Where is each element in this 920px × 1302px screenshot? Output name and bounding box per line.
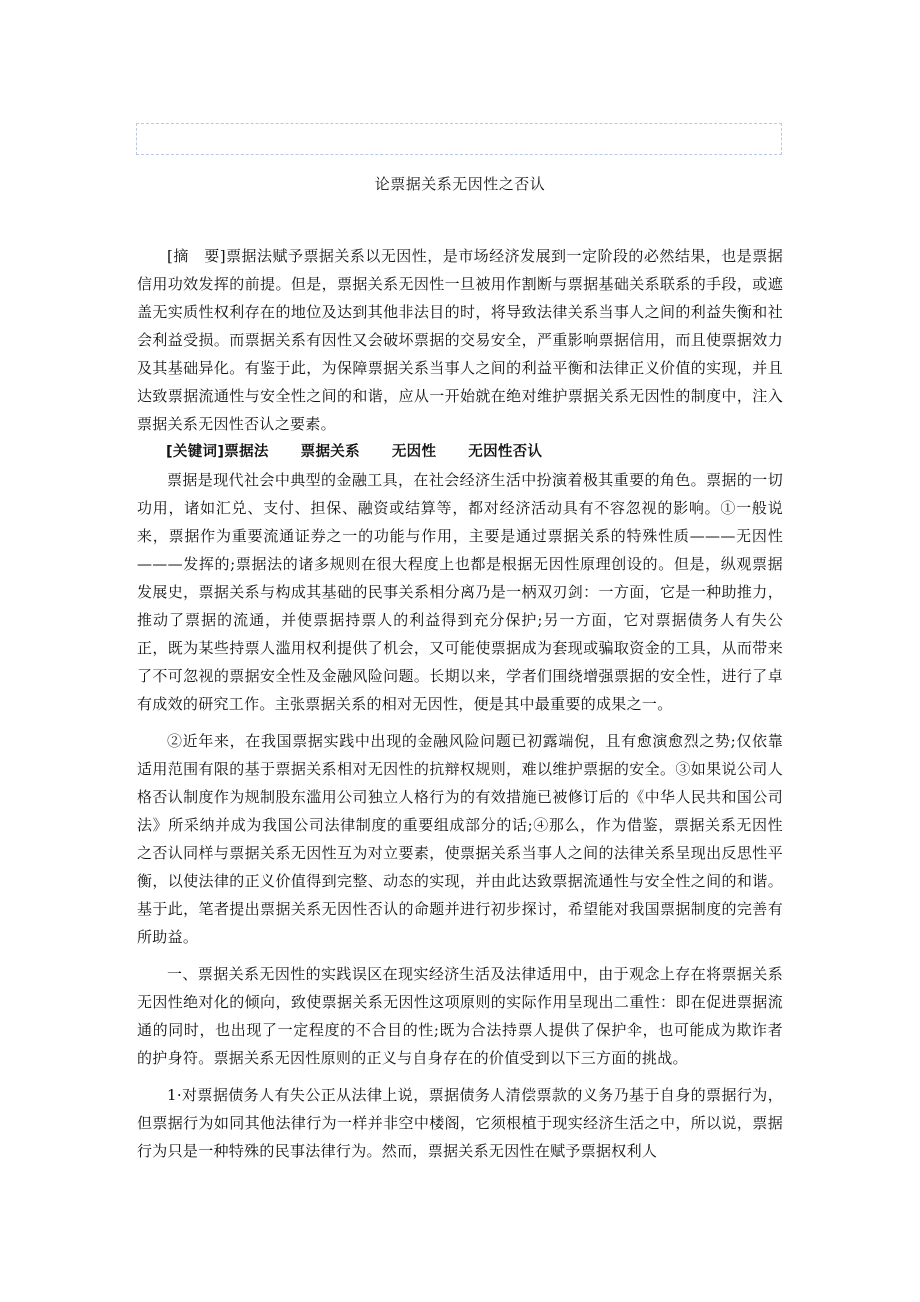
header-frame xyxy=(136,123,782,155)
keyword-item: 无因性否认 xyxy=(468,444,543,460)
keyword-item: 无因性 xyxy=(391,444,437,460)
body-paragraph: 票据是现代社会中典型的金融工具，在社会经济生活中扮演着极其重要的角色。票据的一切功用，诸如汇兑、支付、担保、融资或结算等，都对经济活动具有不容忽视的影响。①一般说来，票据作为重要流通证券之一的功能与作用，主要是通过票据关系的特殊性质———无因性———发挥的;票据法的诸多规则在很大程度上也都是根据无因性原理创设的。但是，纵观票据发展史，票据关系与构成其基础的民事关系相分离乃是一柄双刃剑：一方面，它是一种助推力，推动了票据的流通，并使票据持票人的利益得到充分保护;另一方面，它对票据债务人有失公正，既为某些持票人滥用权利提供了机会，又可能使票据成为套现或骗取资金的工具，从而带来了不可忽视的票据安全性及金融风险问题。长期以来，学者们围绕增强票据的安全性，进行了卓有成效的研究工作。主张票据关系的相对无因性，便是其中最重要的成果之一。 xyxy=(137,471,783,713)
abstract-paragraph: [摘 要]票据法赋予票据关系以无因性，是市场经济发展到一定阶段的必然结果，也是票据信用功效发挥的前提。但是，票据关系无因性一旦被用作割断与票据基础关系联系的手段，或遮盖无实质性权利存在的地位及达到其他非法目的时，将导致法律关系当事人之间的利益失衡和社会利益受损。而票据关系有因性又会破坏票据的交易安全，严重影响票据信用，而且使票据效力及其基础异化。有鉴于此，为保障票据关系当事人之间的利益平衡和法律正义价值的实现，并且达致票据流通性与安全性之间的和谐，应从一开始就在绝对维护票据关系无因性的制度中，注入票据关系无因性否认之要素。 xyxy=(137,247,783,433)
keywords-label: [关键词] xyxy=(166,444,225,460)
body-paragraph: 一、票据关系无因性的实践误区在现实经济生活及法律适用中，由于观念上存在将票据关系无因性绝对化的倾向，致使票据关系无因性这项原则的实际作用呈现出二重性：即在促进票据流通的同时，也出现了一定程度的不合目的性;既为合法持票人提供了保护伞，也可能成为欺诈者的护身符。票据关系无因性原则的正义与自身存在的价值受到以下三方面的挑战。 xyxy=(137,965,783,1067)
keyword-item: 票据法 xyxy=(224,444,269,460)
body-paragraph: 1·对票据债务人有失公正从法律上说，票据债务人清偿票款的义务乃基于自身的票据行为，但票据行为如同其他法律行为一样并非空中楼阁，它须根植于现实经济生活之中，所以说，票据行为只是一种特殊的民事法律行为。然而，票据关系无因性在赋予票据权利人 xyxy=(137,1086,783,1160)
body-paragraph: ②近年来，在我国票据实践中出现的金融风险问题已初露端倪，且有愈演愈烈之势;仅依靠适用范围有限的基于票据关系相对无因性的抗辩权规则，难以维护票据的安全。③如果说公司人格否认制度作为规制股东滥用公司独立人格行为的有效措施已被修订后的《中华人民共和国公司法》所采纳并成为我国公司法律制度的重要组成部分的话;④那么，作为借鉴，票据关系无因性之否认同样与票据关系无因性互为对立要素，使票据关系当事人之间的法律关系呈现出反思性平衡，以使法律的正义价值得到完整、动态的实现，并由此达致票据流通性与安全性之间的和谐。基于此，笔者提出票据关系无因性否认的命题并进行初步探讨，希望能对我国票据制度的完善有所助益。 xyxy=(137,732,783,946)
document-body xyxy=(137,242,783,1165)
keyword-item: 票据关系 xyxy=(300,444,360,460)
keywords-line xyxy=(137,438,783,466)
document-title: 论票据关系无因性之否认 xyxy=(374,175,546,193)
